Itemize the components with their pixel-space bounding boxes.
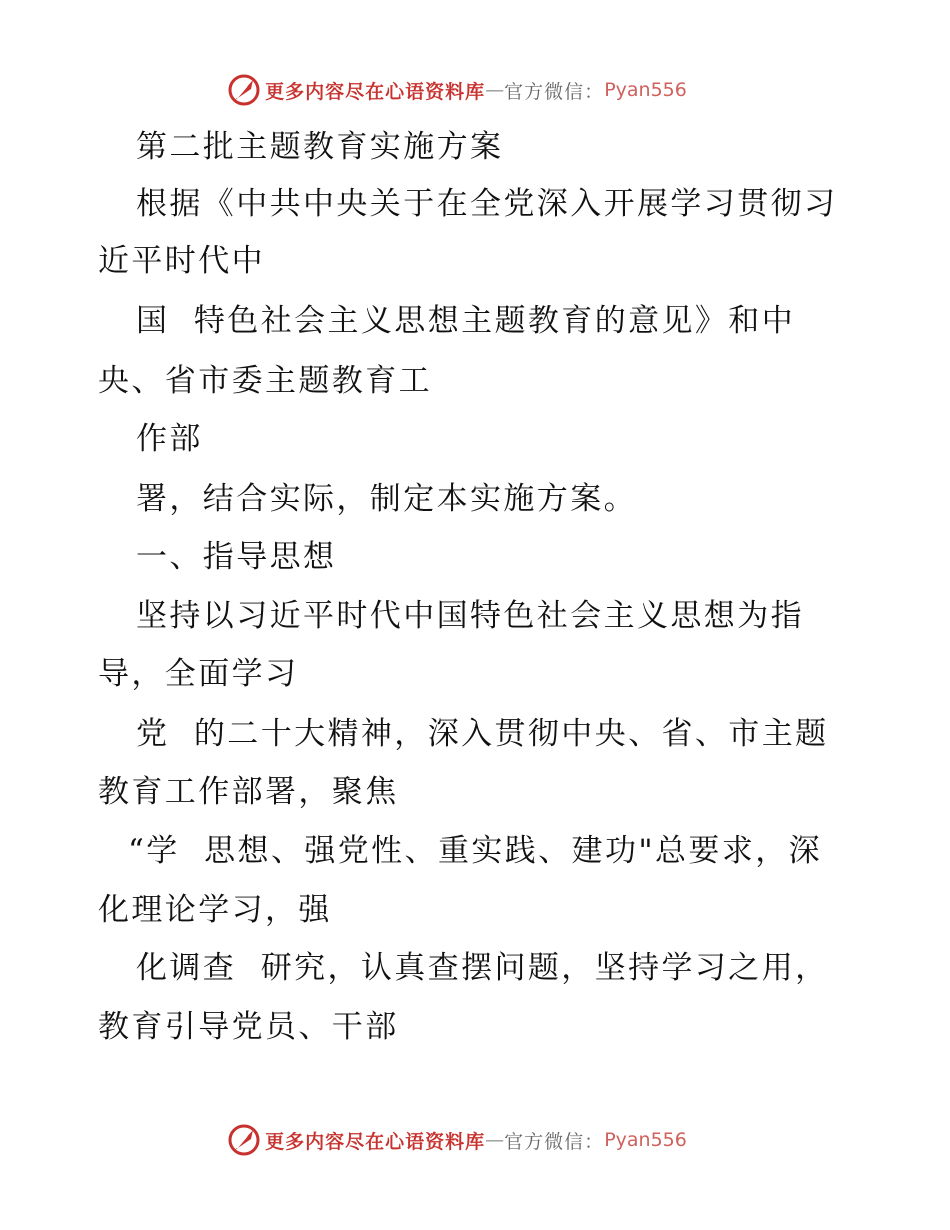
paragraph-line: 国 特色社会主义思想主题教育的意见》和中 (136, 303, 796, 339)
paragraph-line: “学 思想、强党性、重实践、建功"总要求，深 (128, 833, 823, 869)
feather-pen-logo-icon (227, 73, 261, 107)
footer-banner (0, 1120, 950, 1160)
paragraph-line: 化调查 研究，认真查摆问题，坚持学习之用， (136, 950, 829, 986)
paragraph-line: 根据《中共中央关于在全党深入开展学习贯彻习 (136, 186, 838, 222)
paragraph-line: 署，结合实际，制定本实施方案。 (136, 481, 637, 517)
banner-dash: — (485, 79, 505, 101)
paragraph-line: 党 的二十大精神，深入贯彻中央、省、市主题 (136, 716, 829, 752)
paragraph-line: 导，全面学习 (98, 656, 299, 692)
banner-label: 官方微信： (504, 1130, 605, 1153)
section-heading: 一、指导思想 (136, 539, 337, 575)
paragraph-line: 坚持以习近平时代中国特色社会主义思想为指 (136, 598, 804, 634)
banner-site-text: 更多内容尽在心语资料库 (265, 80, 486, 103)
banner-label: 官方微信： (504, 80, 605, 103)
paragraph-line: 央、省市委主题教育工 (98, 363, 432, 399)
banner-site-text: 更多内容尽在心语资料库 (265, 1130, 486, 1153)
paragraph-line: 教育引导党员、干部 (98, 1009, 399, 1045)
banner-account: Pyan556 (604, 79, 687, 101)
paragraph-line: 教育工作部署，聚焦 (98, 774, 399, 810)
banner-account: Pyan556 (604, 1129, 687, 1151)
paragraph-line: 化理论学习，强 (98, 892, 332, 928)
document-title: 第二批主题教育实施方案 (136, 129, 504, 165)
banner-dash: — (485, 1129, 505, 1151)
header-banner (0, 70, 950, 110)
paragraph-line: 作部 (136, 421, 203, 457)
feather-pen-logo-icon (227, 1123, 261, 1157)
paragraph-line: 近平时代中 (98, 243, 265, 279)
